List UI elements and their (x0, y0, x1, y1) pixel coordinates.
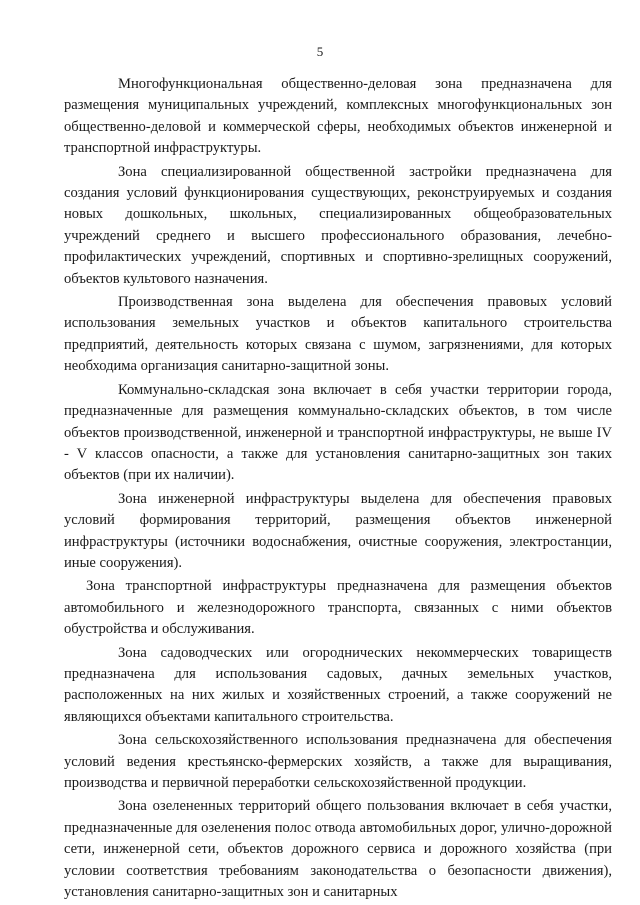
paragraph-specialized-public-zone: Зона специализированной общественной застройки предназначена для создания условий функционирования существующих, реконструируемых и создания новых дошкольных, школьных, специализированных общеобразовательных учреждений среднего и высшего профессионального образования, лечебно-профилактических учреждений, спортивных и спортивно-зрелищных сооружений, объектов культового назначения. (64, 163, 612, 287)
paragraph-agricultural-zone: Зона сельскохозяйственного использования предназначена для обеспечения условий ведения крестьянско-фермерских хозяйств, а также для выращивания, производства и первичной переработки сельскохозяйственной продукции. (64, 732, 612, 791)
paragraph-garden-partnerships-zone: Зона садоводческих или огороднических некоммерческих товариществ предназначена для использования садовых, дачных земельных участков, расположенных на них жилых и хозяйственных строений, а также сооружений не являющихся объектами капитального строительства. (64, 644, 612, 725)
paragraph-transport-infrastructure-zone: Зона транспортной инфраструктуры предназначена для размещения объектов автомобильного и железнодорожного транспорта, связанных с ними объектов обустройства и обслуживания. (64, 578, 612, 638)
paragraph-communal-warehouse-zone: Коммунально-складская зона включает в себя участки территории города, предназначенные для размещения коммунально-складских объектов, в том числе объектов производственной, инженерной и транспортной инфраструктуры, не выше IV - V классов опасности, а также для установления санитарно-защитных зон таких объектов (при их наличии). (64, 381, 612, 484)
body-text (64, 74, 612, 905)
paragraph-industrial-zone: Производственная зона выделена для обеспечения правовых условий использования земельных участков и объектов капитального строительства предприятий, деятельность которых связана с шумом, загрязнениями, для которых необходима организация санитарно-защитной зоны. (64, 294, 612, 375)
page-number: 5 (316, 44, 324, 59)
paragraph-green-areas-zone: Зона озелененных территорий общего пользования включает в себя участки, предназначенные для озеленения полос отвода автомобильных дорог, улично-дорожной сети, инженерной сети, объектов дорожного сервиса и дорожного хозяйства (при условии соответствия требованиям законодательства о безопасности движения), установления санитарно-защитных зон и санитарных (64, 798, 612, 901)
paragraph-engineering-infrastructure-zone: Зона инженерной инфраструктуры выделена для обеспечения правовых условий формирования территорий, размещения объектов инженерной инфраструктуры (источники водоснабжения, очистные сооружения, электростанции, иные сооружения). (64, 490, 612, 571)
paragraph-multifunctional-zone: Многофункциональная общественно-деловая зона предназначена для размещения муниципальных учреждений, комплексных многофункциональных зон общественно-деловой и коммерческой сферы, необходимых объектов инженерной и транспортной инфраструктуры. (64, 76, 612, 157)
